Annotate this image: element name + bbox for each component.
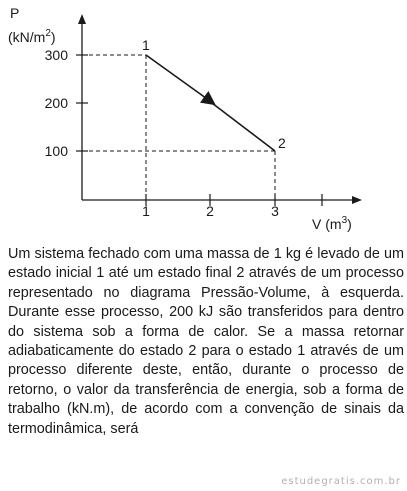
y-tick-label-200: 200 [44, 95, 68, 111]
x-tick-label-3: 3 [271, 203, 279, 219]
watermark: estudegratis.com.br [281, 476, 401, 487]
pv-diagram [0, 0, 407, 240]
y-tick-label-300: 300 [44, 47, 68, 63]
x-tick-label-1: 1 [142, 203, 150, 219]
y-axis-arrow [78, 14, 86, 24]
x-axis-title: V $(m^3)$ [312, 215, 352, 232]
state-2-label: 2 [278, 135, 286, 151]
x-tick-label-2: 2 [206, 203, 214, 219]
x-axis-arrow [352, 196, 362, 204]
y-axis-letter: P [10, 5, 20, 21]
y-axis-unit: $(kN/m^2)$ [8, 28, 56, 45]
process-segment-b [208, 100, 275, 151]
question-text: Um sistema fechado com uma massa de 1 kg é levado de um estado inicial 1 até um estado final 2 através de um processo representado no diagrama Pressão-Volume, à esquerda. Durante esse processo, 200 kJ são transferidos para dentro do sistema sob a forma de calor. Se a massa retornar adiabaticamente do estado 2 para o estado 1 através de um processo diferente deste, então, durante o processo de retorno, o valor da transferência de energia, sob a forma de trabalho (kN.m), de acordo com a convenção de sinais da termodinâmica, será [8, 246, 404, 437]
state-1-label: 1 [142, 37, 150, 53]
y-tick-label-100: 100 [44, 143, 68, 159]
process-segment-a [146, 55, 210, 101]
